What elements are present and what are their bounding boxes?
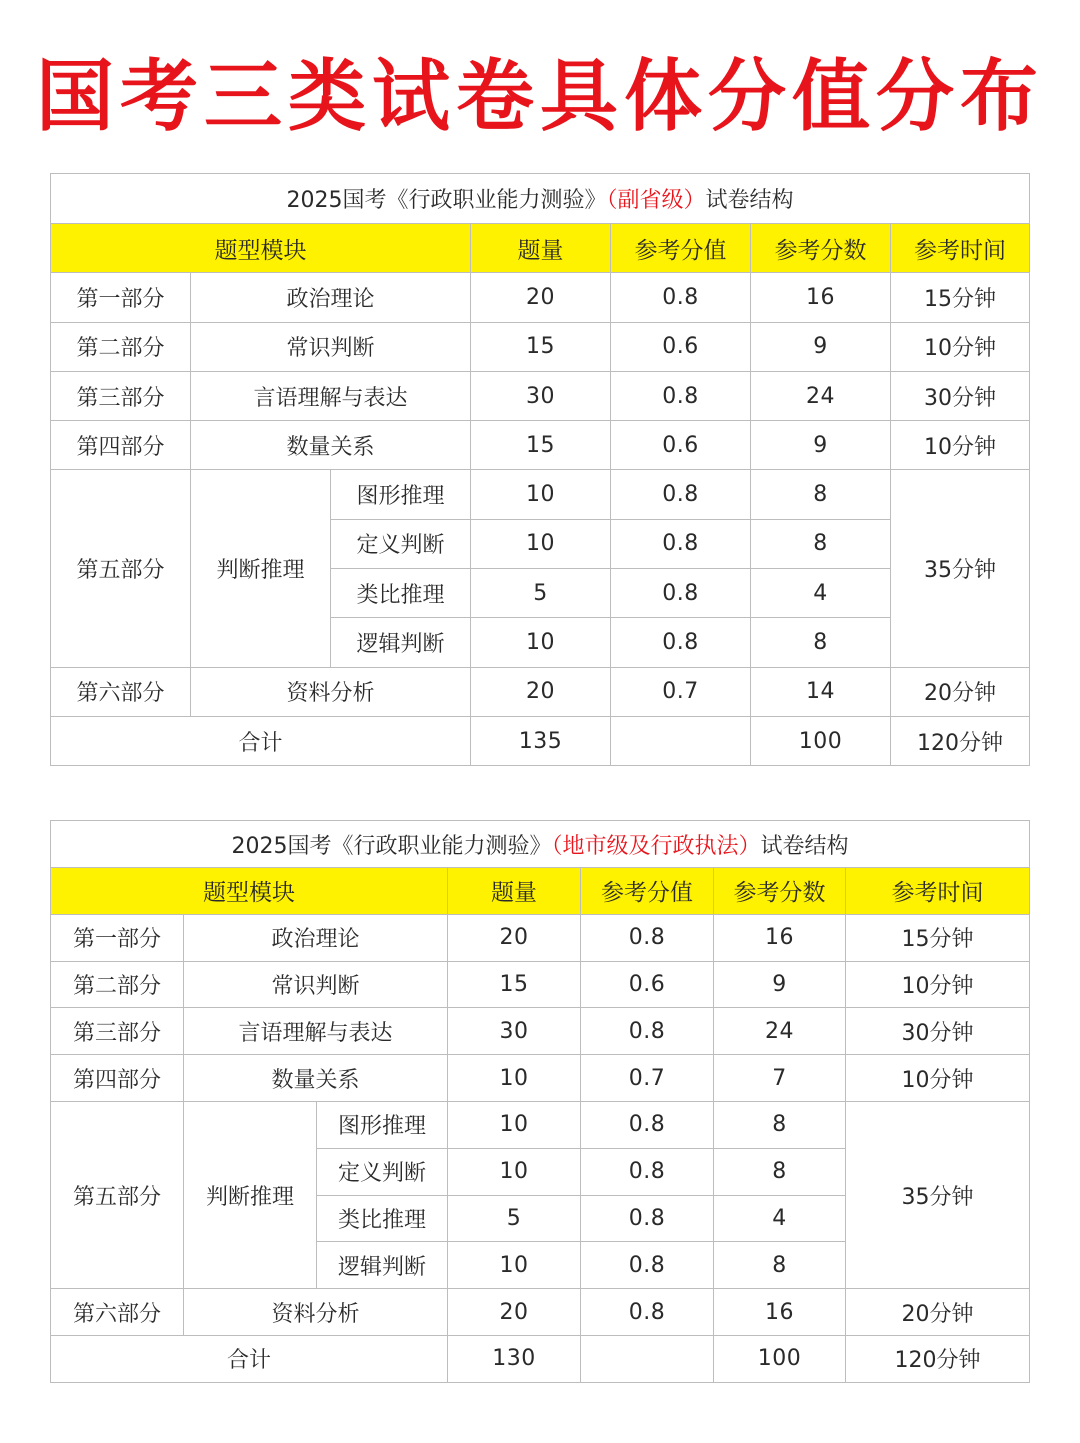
total-score: 7: [714, 1055, 846, 1102]
time-limit: 10分钟: [846, 1055, 1030, 1102]
exam-table-provincial: [50, 173, 1030, 766]
question-count: 15: [471, 322, 611, 371]
point-value: 0.8: [581, 1195, 714, 1242]
total-score: 8: [751, 618, 891, 667]
question-count: 10: [448, 1055, 581, 1102]
part-label: 第二部分: [51, 322, 191, 371]
sub-module-name: 图形推理: [331, 470, 471, 519]
time-limit: 10分钟: [891, 322, 1030, 371]
table-row: [51, 421, 1030, 470]
question-count: 20: [471, 667, 611, 716]
total-score: 24: [714, 1008, 846, 1055]
table-row: [51, 371, 1030, 420]
time-limit: 35分钟: [846, 1101, 1030, 1288]
time-limit: 30分钟: [846, 1008, 1030, 1055]
part-label: 第六部分: [51, 1289, 184, 1336]
table-caption-row: [51, 821, 1030, 868]
total-score: 8: [751, 470, 891, 519]
total-row: [51, 716, 1030, 765]
table-caption: [51, 821, 1030, 868]
point-value: 0.8: [611, 569, 751, 618]
caption-suffix: 试卷结构: [705, 188, 794, 213]
total-score: 100: [714, 1335, 846, 1382]
point-value: 0.7: [611, 667, 751, 716]
question-count: 5: [448, 1195, 581, 1242]
caption-level: （地市级及行政执法）: [551, 833, 761, 859]
caption-suffix: 试卷结构: [760, 833, 849, 859]
module-name: 言语理解与表达: [184, 1008, 448, 1055]
point-value: 0.8: [581, 914, 714, 961]
total-time: 120分钟: [846, 1335, 1030, 1382]
module-name: 言语理解与表达: [191, 371, 471, 420]
header-count: 题量: [448, 868, 581, 915]
part-label: 第五部分: [51, 1101, 184, 1288]
time-limit: 15分钟: [891, 273, 1030, 322]
total-score: 16: [714, 914, 846, 961]
point-value: 0.8: [611, 470, 751, 519]
total-score: 8: [714, 1101, 846, 1148]
question-count: 15: [471, 421, 611, 470]
point-value: 0.8: [611, 519, 751, 568]
sub-module-name: 图形推理: [317, 1101, 448, 1148]
module-name: 判断推理: [184, 1101, 317, 1288]
table-row: [51, 961, 1030, 1008]
total-score: 24: [751, 371, 891, 420]
time-limit: 15分钟: [846, 914, 1030, 961]
total-score: 14: [751, 667, 891, 716]
header-value: 参考分值: [611, 224, 751, 273]
module-name: 资料分析: [184, 1289, 448, 1336]
point-value: 0.6: [611, 421, 751, 470]
total-score: 9: [751, 421, 891, 470]
header-score: 参考分数: [751, 224, 891, 273]
module-name: 政治理论: [184, 914, 448, 961]
question-count: 5: [471, 569, 611, 618]
point-value: 0.8: [611, 273, 751, 322]
total-score: 16: [714, 1289, 846, 1336]
table-row: [51, 914, 1030, 961]
time-limit: 10分钟: [846, 961, 1030, 1008]
total-score: 4: [751, 569, 891, 618]
total-count: 135: [471, 716, 611, 765]
header-time: 参考时间: [891, 224, 1030, 273]
header-value: 参考分值: [581, 868, 714, 915]
total-label: 合计: [51, 1335, 448, 1382]
caption-prefix: 2025国考《行政职业能力测验》: [286, 188, 607, 213]
table-row: [51, 1289, 1030, 1336]
sub-module-name: 定义判断: [317, 1148, 448, 1195]
module-name: 常识判断: [191, 322, 471, 371]
sub-module-name: 类比推理: [317, 1195, 448, 1242]
point-value: 0.7: [581, 1055, 714, 1102]
question-count: 20: [448, 914, 581, 961]
total-score: 8: [714, 1242, 846, 1289]
sub-module-name: 逻辑判断: [331, 618, 471, 667]
table-row: [51, 1008, 1030, 1055]
question-count: 30: [471, 371, 611, 420]
table-caption-row: [51, 174, 1030, 224]
question-count: 10: [471, 519, 611, 568]
question-count: 10: [448, 1148, 581, 1195]
question-count: 10: [448, 1101, 581, 1148]
time-limit: 20分钟: [891, 667, 1030, 716]
point-value: 0.8: [581, 1101, 714, 1148]
part-label: 第一部分: [51, 914, 184, 961]
question-count: 10: [471, 470, 611, 519]
total-value: [611, 716, 751, 765]
part-label: 第一部分: [51, 273, 191, 322]
total-score: 8: [714, 1148, 846, 1195]
table-row: [51, 1055, 1030, 1102]
sub-module-name: 类比推理: [331, 569, 471, 618]
question-count: 30: [448, 1008, 581, 1055]
module-name: 常识判断: [184, 961, 448, 1008]
total-row: [51, 1335, 1030, 1382]
table-row: [51, 470, 1030, 519]
point-value: 0.8: [581, 1289, 714, 1336]
time-limit: 10分钟: [891, 421, 1030, 470]
time-limit: 30分钟: [891, 371, 1030, 420]
total-value: [581, 1335, 714, 1382]
total-score: 100: [751, 716, 891, 765]
time-limit: 20分钟: [846, 1289, 1030, 1336]
question-count: 15: [448, 961, 581, 1008]
sub-module-name: 定义判断: [331, 519, 471, 568]
point-value: 0.8: [611, 371, 751, 420]
total-count: 130: [448, 1335, 581, 1382]
question-count: 20: [448, 1289, 581, 1336]
table-row: [51, 322, 1030, 371]
point-value: 0.8: [581, 1242, 714, 1289]
question-count: 10: [471, 618, 611, 667]
table-caption: [51, 174, 1030, 224]
part-label: 第五部分: [51, 470, 191, 667]
caption-level: （副省级）: [606, 188, 706, 213]
module-name: 政治理论: [191, 273, 471, 322]
total-score: 9: [714, 961, 846, 1008]
exam-table-municipal: [50, 820, 1030, 1383]
point-value: 0.8: [581, 1008, 714, 1055]
total-score: 9: [751, 322, 891, 371]
part-label: 第三部分: [51, 371, 191, 420]
part-label: 第二部分: [51, 961, 184, 1008]
point-value: 0.8: [581, 1148, 714, 1195]
question-count: 10: [448, 1242, 581, 1289]
page-title: 国考三类试卷具体分值分布: [35, 52, 1044, 142]
module-name: 资料分析: [191, 667, 471, 716]
table-header-row: [51, 224, 1030, 273]
caption-prefix: 2025国考《行政职业能力测验》: [231, 833, 552, 859]
total-score: 8: [751, 519, 891, 568]
time-limit: 35分钟: [891, 470, 1030, 667]
point-value: 0.6: [581, 961, 714, 1008]
module-name: 数量关系: [191, 421, 471, 470]
point-value: 0.6: [611, 322, 751, 371]
module-name: 判断推理: [191, 470, 331, 667]
part-label: 第三部分: [51, 1008, 184, 1055]
module-name: 数量关系: [184, 1055, 448, 1102]
header-time: 参考时间: [846, 868, 1030, 915]
header-score: 参考分数: [714, 868, 846, 915]
header-count: 题量: [471, 224, 611, 273]
header-module: 题型模块: [51, 868, 448, 915]
table-header-row: [51, 868, 1030, 915]
point-value: 0.8: [611, 618, 751, 667]
header-module: 题型模块: [51, 224, 471, 273]
part-label: 第六部分: [51, 667, 191, 716]
table-row: [51, 667, 1030, 716]
total-score: 16: [751, 273, 891, 322]
part-label: 第四部分: [51, 1055, 184, 1102]
total-score: 4: [714, 1195, 846, 1242]
table-row: [51, 273, 1030, 322]
part-label: 第四部分: [51, 421, 191, 470]
table-row: [51, 1101, 1030, 1148]
total-label: 合计: [51, 716, 471, 765]
sub-module-name: 逻辑判断: [317, 1242, 448, 1289]
total-time: 120分钟: [891, 716, 1030, 765]
question-count: 20: [471, 273, 611, 322]
